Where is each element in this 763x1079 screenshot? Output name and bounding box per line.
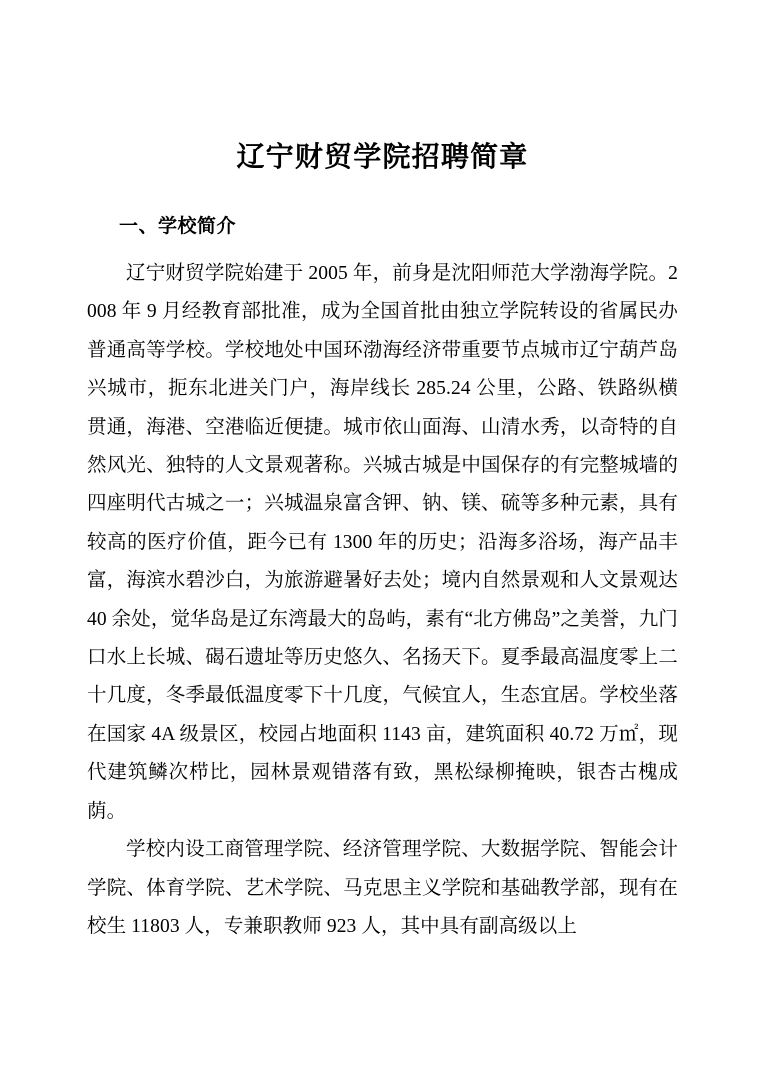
paragraph-school-overview: 辽宁财贸学院始建于 2005 年，前身是沈阳师范大学渤海学院。2008 年 9 月经教育部批准，成为全国首批由独立学院转设的省属民办普通高等学校。学校地处中国环渤海经济带重要节点城市辽宁葫芦岛兴城市，扼东北进关门户，海岸线长 285.24 公里，公路、铁路纵横贯通，海港、空港临近便捷。城市依山面海、山清水秀，以奇特的自然风光、独特的人文景观著称。兴城古城是中国保存的有完整城墙的四座明代古城之一；兴城温泉富含钾、钠、镁、硫等多种元素，具有较高的医疗价值，距今已有 1300 年的历史；沿海多浴场，海产品丰富，海滨水碧沙白，为旅游避暑好去处；境内自然景观和人文景观达 40 余处，觉华岛是辽东湾最大的岛屿，素有“北方佛岛”之美誉，九门口水上长城、碣石遗址等历史悠久、名扬天下。夏季最高温度零上二十几度，冬季最低温度零下十几度，气候宜人，生态宜居。学校坐落在国家 4A 级景区，校园占地面积 1143 亩，建筑面积 40.72 万㎡，现代建筑鳞次栉比，园林景观错落有致，黑松绿柳掩映，银杏古槐成荫。	[87, 263, 678, 822]
paragraph-school-colleges: 学校内设工商管理学院、经济管理学院、大数据学院、智能会计学院、体育学院、艺术学院、马克思主义学院和基础教学部，现有在校生 11803 人，专兼职教师 923 人，其中具有副高级以上	[87, 839, 678, 937]
page-title: 辽宁财贸学院招聘简章	[236, 142, 529, 173]
page-content	[87, 0, 678, 946]
section-heading-school-intro: 一、学校简介	[119, 216, 237, 237]
